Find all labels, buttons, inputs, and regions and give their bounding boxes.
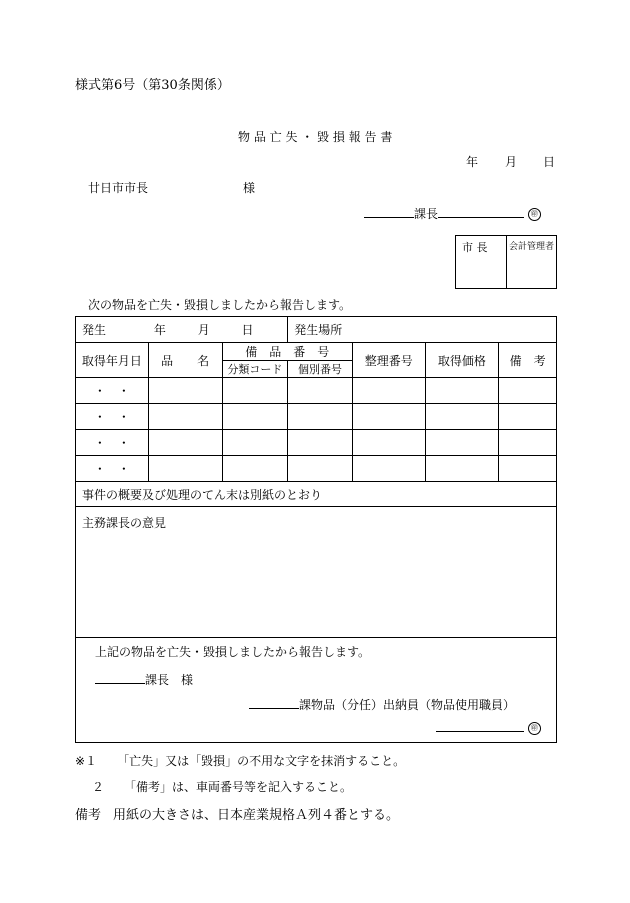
category-code-cell[interactable] — [222, 404, 288, 430]
form-number: 様式第6号（第30条関係） — [75, 78, 230, 93]
chief-label: 課長 — [145, 673, 170, 687]
acquired-date-cell[interactable]: ・ ・ — [76, 404, 149, 430]
category-code-cell[interactable] — [222, 456, 288, 482]
table-row — [76, 430, 557, 456]
seal-icon: ㊞ — [528, 208, 541, 221]
report-text: 上記の物品を亡失・毀損しましたから報告します。 — [95, 645, 371, 659]
report-signature-cell — [76, 638, 557, 743]
mayor-stamp-cell[interactable] — [456, 236, 507, 289]
acquisition-price-cell[interactable] — [425, 378, 499, 404]
intro-text: 次の物品を亡失・毀損しましたから報告します。 — [88, 298, 352, 312]
header-equipment-number: 備 品 番 号 — [222, 343, 352, 361]
remarks-cell[interactable] — [499, 456, 557, 482]
officer-label: 課物品（分任）出納員（物品使用職員） — [299, 698, 516, 712]
officer-signature-line — [436, 718, 541, 735]
table-row — [76, 378, 557, 404]
date-month-label: 月 — [505, 155, 518, 169]
category-code-cell[interactable] — [222, 378, 288, 404]
control-number-cell[interactable] — [352, 456, 425, 482]
opinion-cell[interactable] — [76, 507, 557, 638]
addressee-honorific: 様 — [243, 181, 256, 195]
control-number-cell[interactable] — [352, 430, 425, 456]
signature-blank[interactable] — [436, 718, 524, 732]
addressee: 廿日市市長 — [88, 181, 149, 195]
header-acquired-date: 取得年月日 — [76, 343, 149, 378]
remarks-note — [75, 804, 399, 823]
form-title: 物 品 亡 失 ・ 毀 損 報 告 書 — [238, 130, 393, 144]
officer-line — [249, 695, 515, 713]
remarks-cell[interactable] — [499, 430, 557, 456]
item-name-cell[interactable] — [148, 378, 222, 404]
chief-line — [95, 670, 193, 688]
header-remarks: 備 考 — [499, 343, 557, 378]
accounting-manager-label: 会計管理者 — [509, 242, 555, 252]
section-chief-line — [364, 204, 541, 222]
chief-honorific: 様 — [181, 673, 194, 687]
signature-blank[interactable] — [249, 695, 299, 709]
individual-number-cell[interactable] — [288, 378, 353, 404]
occurrence-date-cell[interactable] — [76, 317, 288, 343]
acquired-date-cell[interactable]: ・ ・ — [76, 456, 149, 482]
mayor-label: 市 長 — [462, 241, 488, 254]
control-number-cell[interactable] — [352, 404, 425, 430]
note-1-text: 「亡失」又は「毀損」の不用な文字を抹消すること。 — [117, 754, 406, 768]
approval-stamp-box — [455, 235, 557, 289]
occurrence-month: 月 — [197, 323, 210, 337]
individual-number-cell[interactable] — [288, 456, 353, 482]
table-row — [76, 456, 557, 482]
item-name-cell[interactable] — [148, 404, 222, 430]
header-acquisition-price: 取得価格 — [425, 343, 499, 378]
header-control-number: 整理番号 — [352, 343, 425, 378]
acquired-date-cell[interactable]: ・ ・ — [76, 378, 149, 404]
table-row — [76, 404, 557, 430]
individual-number-cell[interactable] — [288, 430, 353, 456]
remarks-text: 用紙の大きさは、日本産業規格Ａ列４番とする。 — [113, 808, 400, 823]
occurrence-year: 年 — [153, 323, 166, 337]
note-2-text: 「備考」は、車両番号等を記入すること。 — [124, 780, 353, 794]
remarks-cell[interactable] — [499, 378, 557, 404]
control-number-cell[interactable] — [352, 378, 425, 404]
signature-blank[interactable] — [95, 670, 145, 684]
accounting-manager-stamp-cell[interactable] — [507, 236, 557, 289]
signature-blank[interactable] — [438, 204, 524, 218]
acquired-date-cell[interactable]: ・ ・ — [76, 430, 149, 456]
summary-cell: 事件の概要及び処理のてん末は別紙のとおり — [76, 482, 557, 507]
acquisition-price-cell[interactable] — [425, 456, 499, 482]
item-name-cell[interactable] — [148, 456, 222, 482]
opinion-label: 主務課長の意見 — [82, 516, 167, 530]
category-code-cell[interactable] — [222, 430, 288, 456]
acquisition-price-cell[interactable] — [425, 404, 499, 430]
header-category-code: 分類コード — [222, 361, 288, 378]
note-2-mark: ２ — [92, 780, 105, 794]
header-item-name: 品 名 — [148, 343, 222, 378]
section-chief-label: 課長 — [414, 207, 439, 221]
location-label: 発生場所 — [294, 323, 343, 337]
date-year-label: 年 — [466, 155, 479, 169]
header-individual-number: 個別番号 — [288, 361, 353, 378]
remarks-cell[interactable] — [499, 404, 557, 430]
date-day-label: 日 — [543, 155, 556, 169]
acquisition-price-cell[interactable] — [425, 430, 499, 456]
note-2 — [92, 778, 352, 795]
occurrence-location-cell[interactable] — [288, 317, 557, 343]
note-1 — [75, 752, 405, 769]
individual-number-cell[interactable] — [288, 404, 353, 430]
item-name-cell[interactable] — [148, 430, 222, 456]
occurrence-label: 発生 — [82, 323, 107, 337]
note-1-mark: ※１ — [75, 754, 98, 768]
report-table — [75, 316, 557, 743]
occurrence-day: 日 — [241, 323, 254, 337]
remarks-label: 備考 — [75, 808, 102, 823]
signature-blank[interactable] — [364, 204, 414, 218]
seal-icon: ㊞ — [528, 722, 541, 735]
